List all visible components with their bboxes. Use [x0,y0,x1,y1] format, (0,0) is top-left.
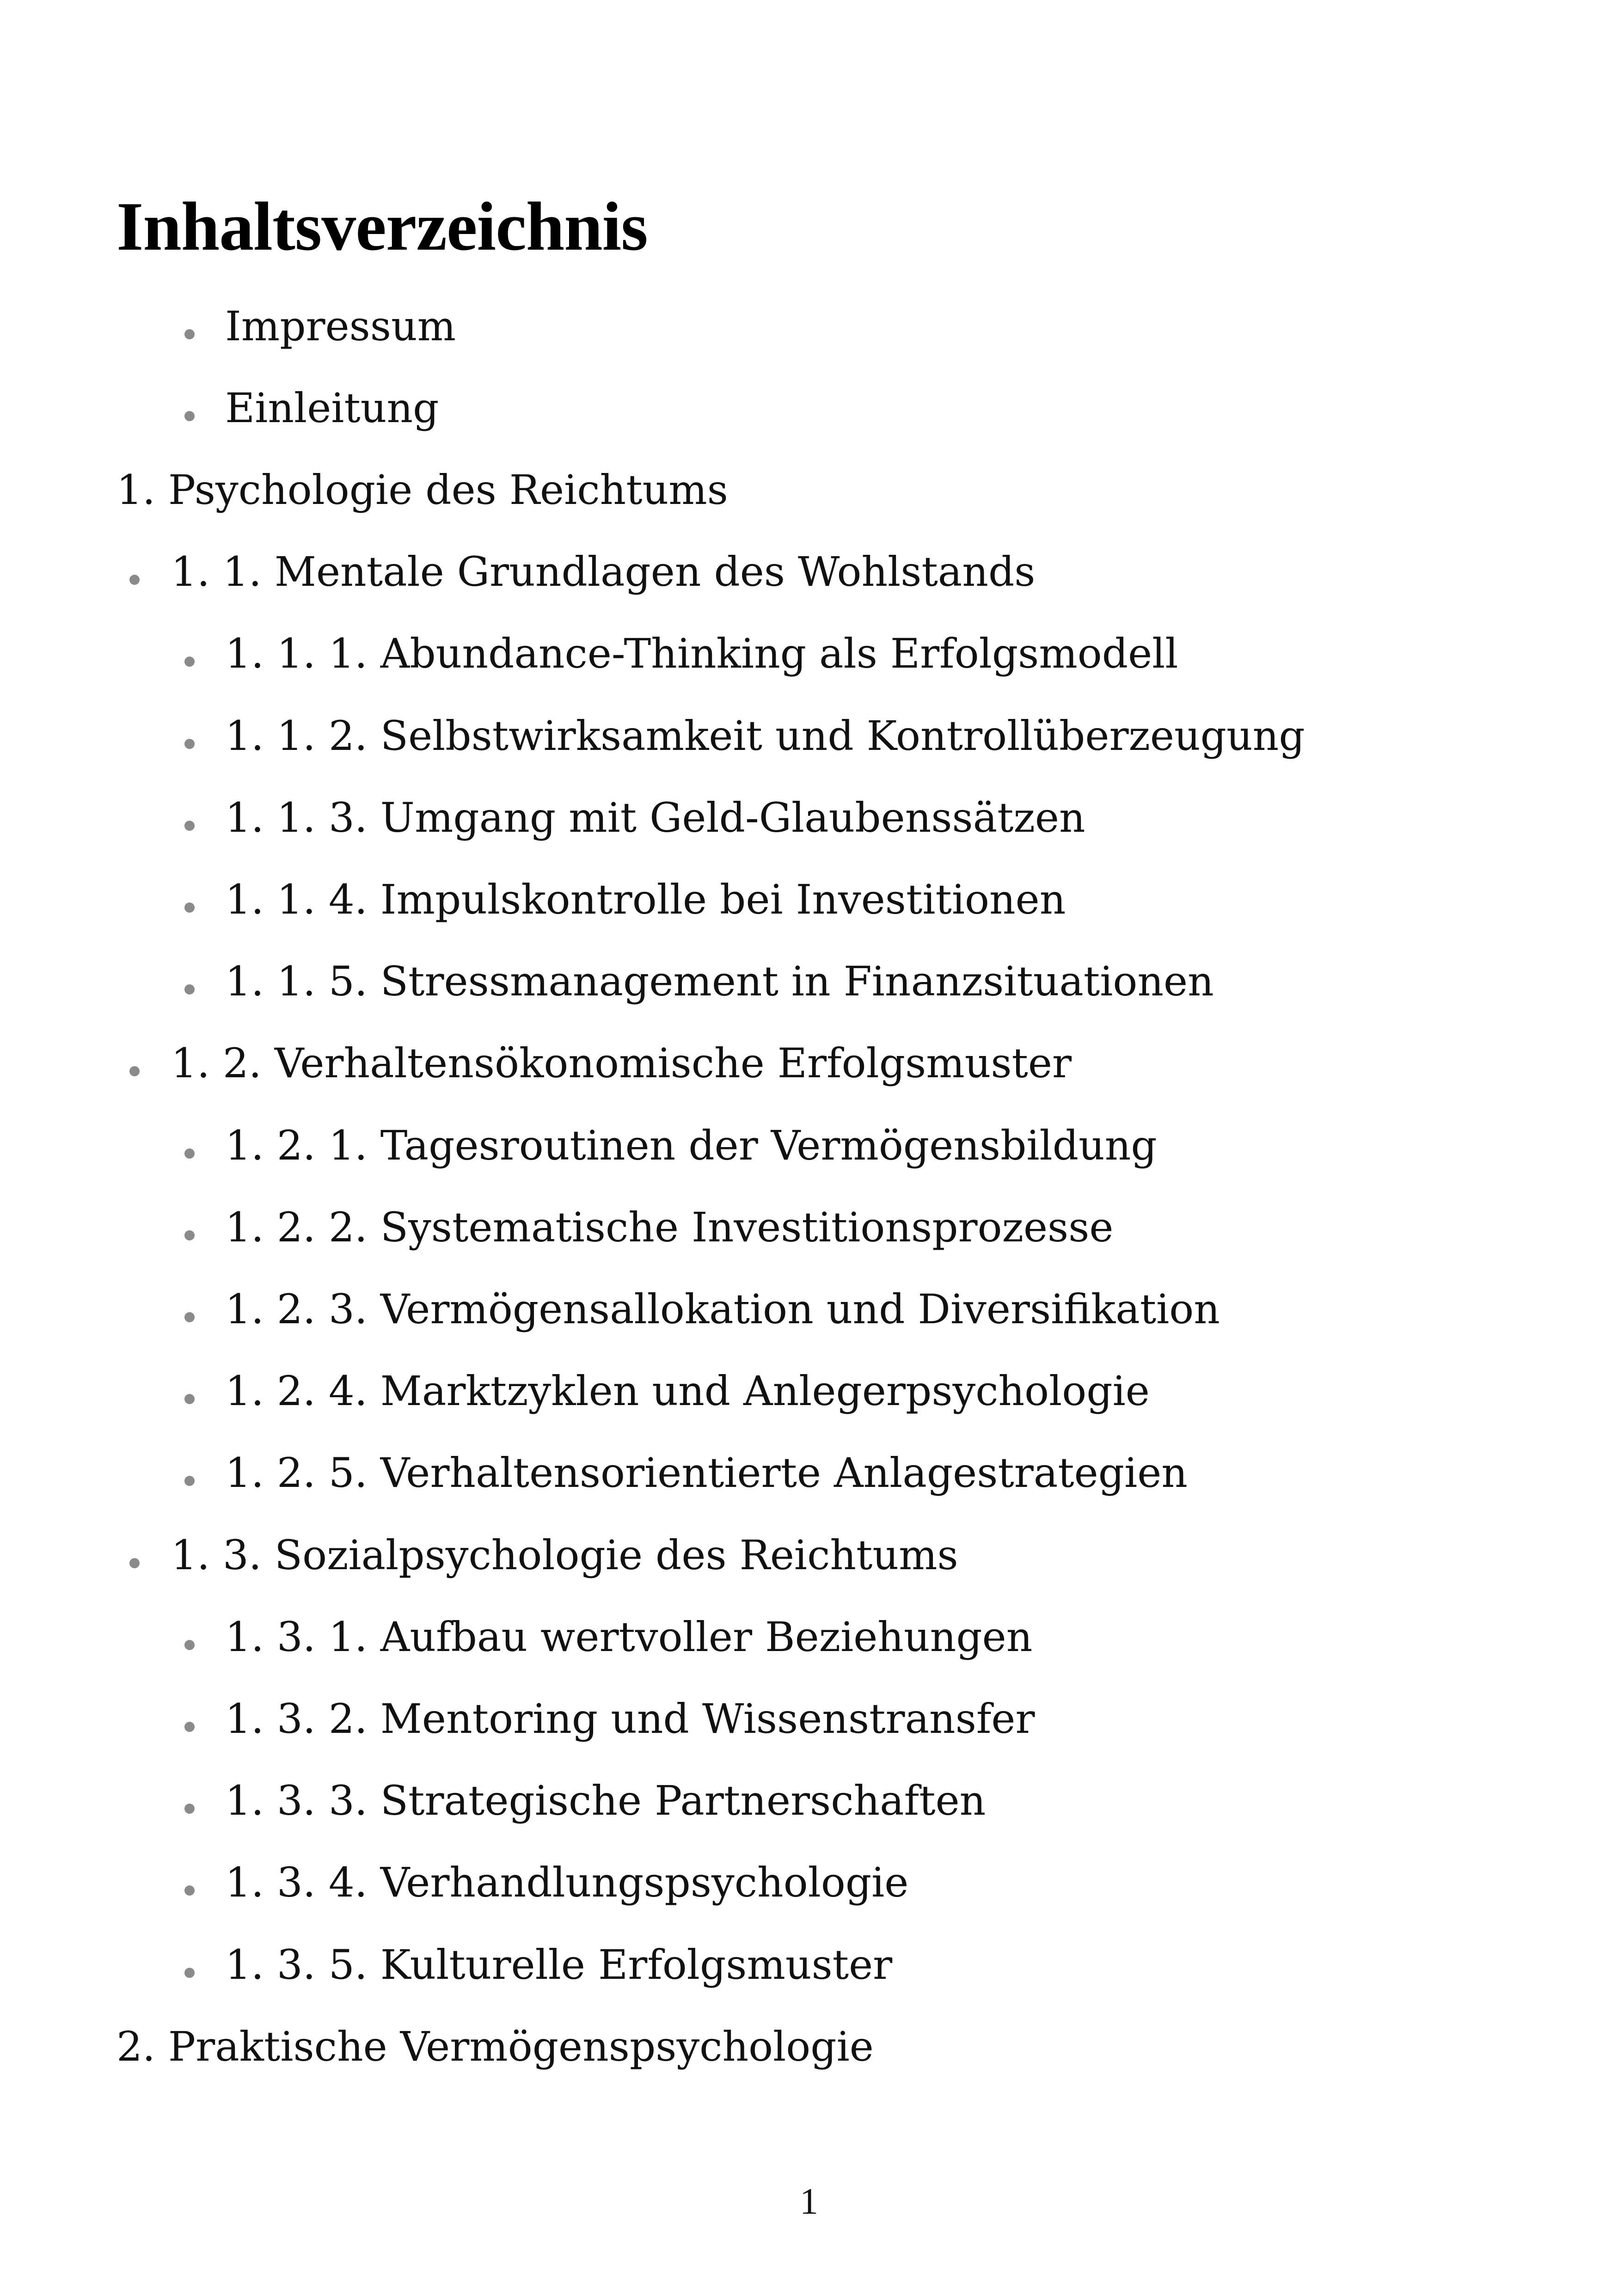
toc-entry: 1. 2. 1. Tagesroutinen der Vermögensbildung [225,1122,1157,1169]
toc-entry: Einleitung [225,384,439,432]
toc-entry: 1. 2. 3. Vermögensallokation und Diversifikation [225,1285,1220,1333]
toc-entry: 1. 3. 5. Kulturelle Erfolgsmuster [225,1941,893,1989]
bullet-icon [184,821,195,831]
toc-entry: 1. Psychologie des Reichtums [116,466,728,514]
toc-entry: 1. 3. 3. Strategische Partnerschaften [225,1777,986,1824]
page-title: Inhaltsverzeichnis [116,188,648,265]
toc-entry: 1. 3. Sozialpsychologie des Reichtums [171,1531,958,1579]
toc-entry: 1. 2. 4. Marktzyklen und Anlegerpsychologie [225,1367,1150,1415]
toc-entry: 1. 2. 2. Systematische Investitionsprozesse [225,1203,1114,1251]
bullet-icon [184,1312,195,1322]
toc-entry: 1. 1. 4. Impulskontrolle bei Investitionen [225,876,1066,923]
bullet-icon [184,411,195,421]
toc-entry: 1. 1. Mentale Grundlagen des Wohlstands [171,548,1036,595]
bullet-icon [184,1722,195,1732]
bullet-icon [184,739,195,749]
bullet-icon [129,1558,140,1568]
toc-entry: Impressum [225,302,456,350]
toc-entry: 1. 3. 4. Verhandlungspsychologie [225,1859,909,1906]
bullet-icon [184,1476,195,1486]
bullet-icon [184,1640,195,1650]
toc-entry: 1. 3. 2. Mentoring und Wissenstransfer [225,1695,1035,1743]
bullet-icon [184,1885,195,1896]
toc-entry: 1. 1. 3. Umgang mit Geld-Glaubenssätzen [225,794,1085,841]
toc-entry: 1. 1. 2. Selbstwirksamkeit und Kontrollüberzeugung [225,712,1305,760]
toc-entry: 1. 2. Verhaltensökonomische Erfolgsmuster [171,1039,1072,1087]
bullet-icon [184,984,195,995]
bullet-icon [184,1804,195,1814]
toc-entry: 2. Praktische Vermögenspsychologie [116,2023,874,2070]
bullet-icon [129,575,140,585]
bullet-icon [184,902,195,913]
bullet-icon [129,1066,140,1076]
bullet-icon [184,329,195,339]
bullet-icon [184,1230,195,1240]
bullet-icon [184,1148,195,1159]
bullet-icon [184,657,195,667]
toc-entry: 1. 3. 1. Aufbau wertvoller Beziehungen [225,1613,1033,1661]
toc-entry: 1. 2. 5. Verhaltensorientierte Anlagestrategien [225,1449,1188,1497]
toc-entry: 1. 1. 1. Abundance-Thinking als Erfolgsmodell [225,630,1178,677]
page-number: 1 [800,2181,818,2222]
toc-entry: 1. 1. 5. Stressmanagement in Finanzsituationen [225,958,1214,1005]
bullet-icon [184,1968,195,1978]
bullet-icon [184,1394,195,1404]
